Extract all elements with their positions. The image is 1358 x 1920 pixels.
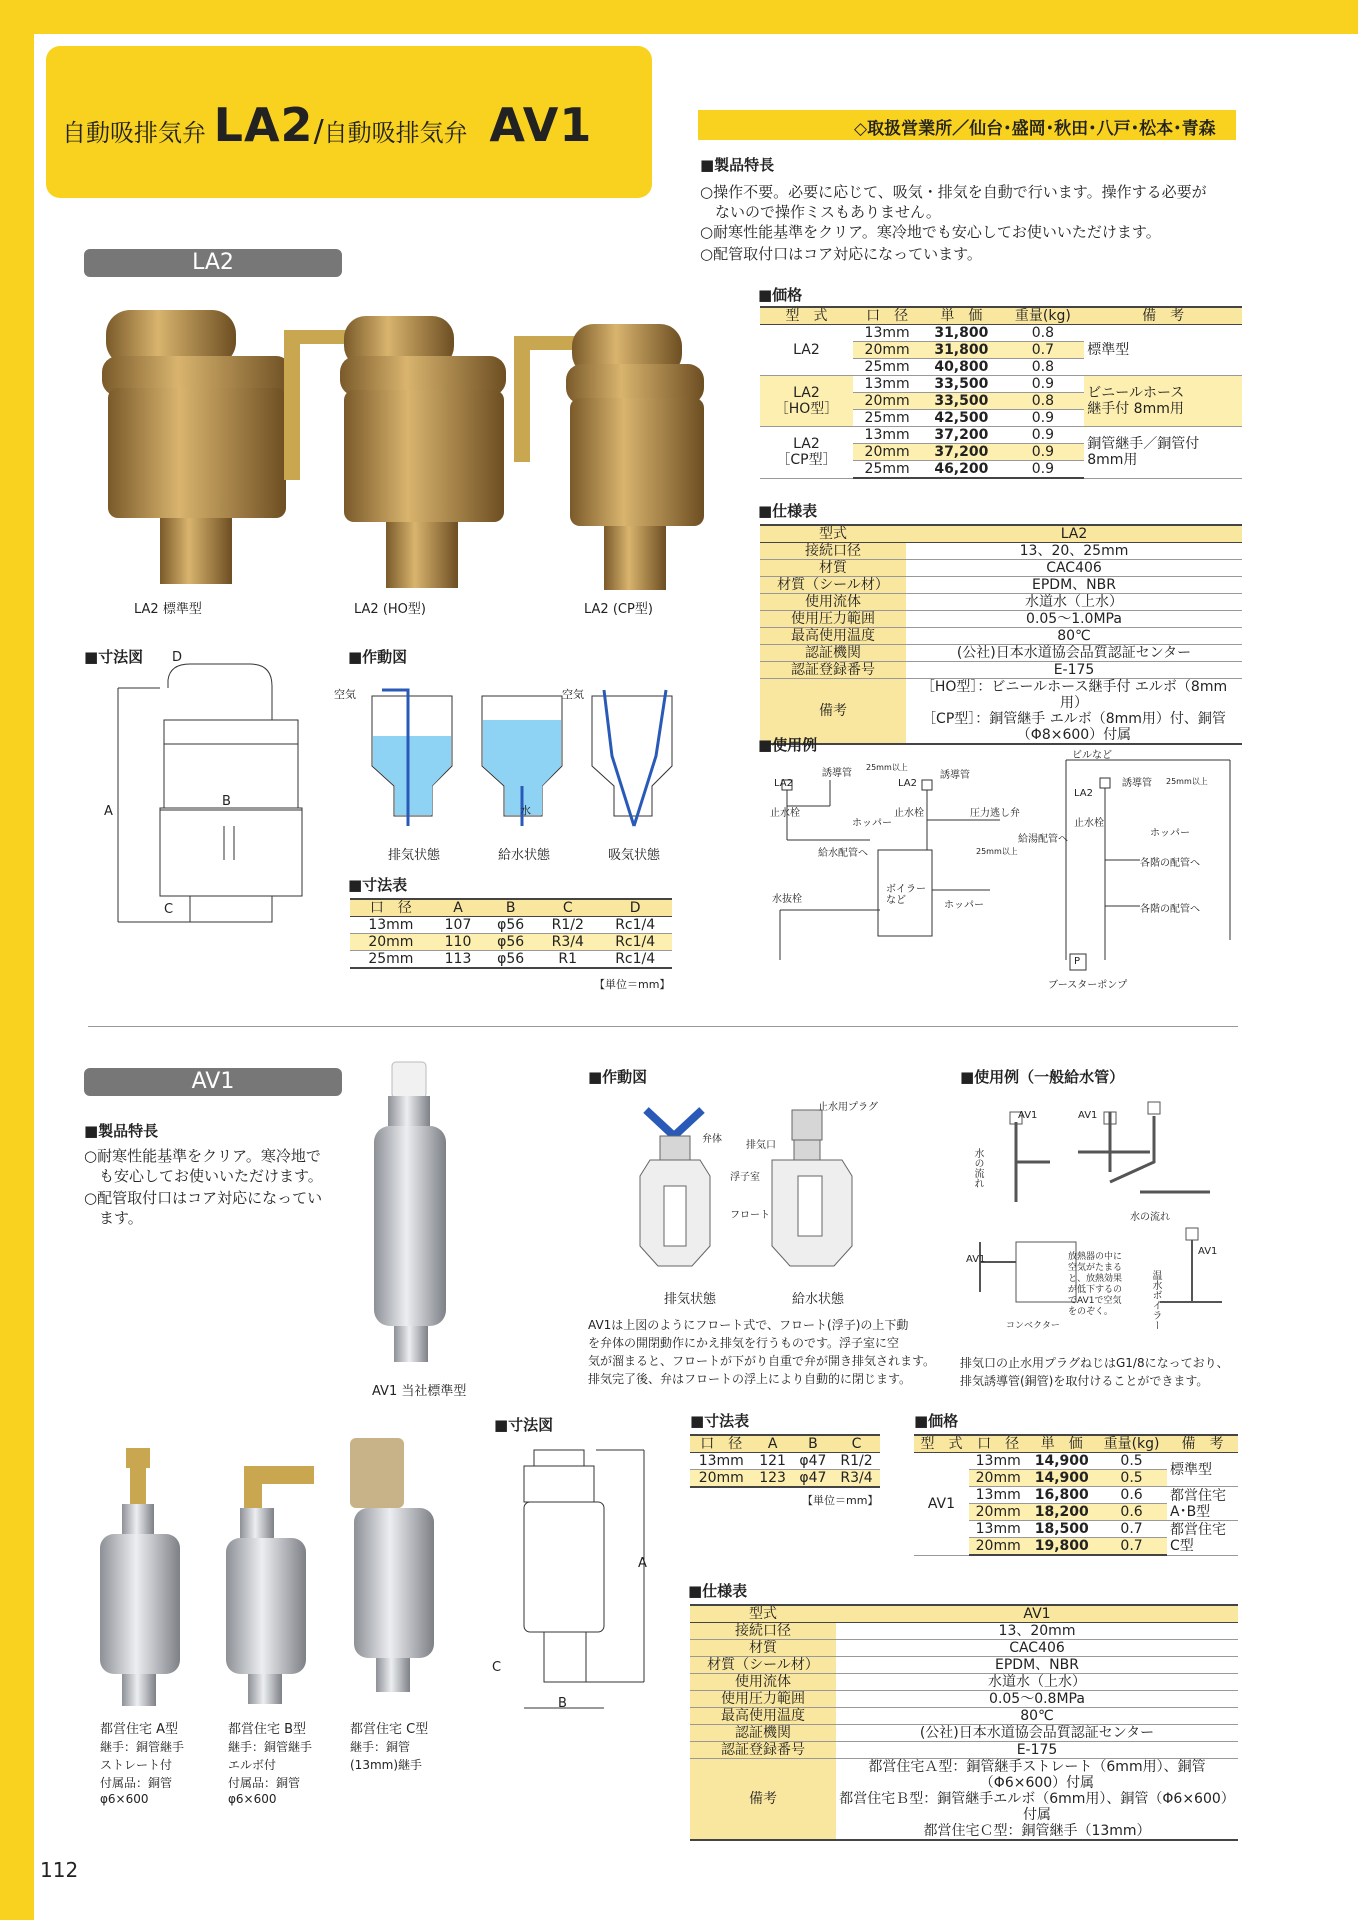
av1-usage-label: 水の流れ: [1130, 1212, 1170, 1223]
av1-op-label: 止水用プラグ: [818, 1102, 878, 1113]
la2-dimension-drawing: [110, 650, 340, 930]
dim-header: D: [598, 899, 672, 917]
top-yellow-band: [0, 0, 1358, 34]
dim-cell: R1/2: [537, 917, 598, 934]
variant-line: (13mm)継手: [350, 1758, 423, 1772]
dim-cell: 123: [753, 1470, 793, 1488]
la2-dim-table: [350, 898, 672, 969]
price-header: 単 価: [921, 307, 1001, 325]
spec-label: 使用圧力範囲: [760, 611, 906, 628]
price-cell: 0.5: [1096, 1470, 1167, 1487]
usage-label: 誘導管: [822, 768, 852, 779]
price-cell: 20mm: [853, 444, 921, 461]
av1-variant-b-photo: [224, 1452, 334, 1712]
price-cell: 13mm: [853, 376, 921, 393]
la2-dim-label-c: C: [164, 902, 174, 917]
spec-label: 認証登録番号: [690, 1742, 836, 1759]
price-model-cell: LA2 ［HO型］: [760, 376, 853, 427]
dim-header: 口 径: [350, 899, 432, 917]
la2-operation-diagram: [352, 676, 682, 836]
av1-op-state: 排気状態: [664, 1292, 717, 1307]
av1-usage-label: 放熱器の中に 空気がたまる と、放熱効果 が低下するの でAV1で空気 をのぞく。: [1068, 1252, 1123, 1317]
spec-value: (公社)日本水道協会品質認証センター: [836, 1725, 1238, 1742]
la2-dim-unit: 【単位＝mm】: [594, 978, 671, 991]
page-number: 112: [40, 1858, 79, 1882]
av1-feature-line: ます。: [84, 1209, 143, 1227]
la2-op-label-air: 空気: [334, 688, 356, 701]
price-cell: 0.6: [1096, 1504, 1167, 1521]
av1-op-description: を弁体の開閉動作にかえ排気を行うものです。浮子室に空: [588, 1336, 900, 1350]
price-cell: 19,800: [1027, 1538, 1096, 1556]
price-cell: 0.8: [1001, 393, 1084, 410]
av1-op-label: 浮子室: [730, 1172, 760, 1183]
la2-dim-label-a: A: [104, 804, 113, 819]
av1-op-heading: ■作動図: [588, 1068, 648, 1086]
la2-op-label-water: 水: [520, 804, 531, 817]
usage-label: ホッパー: [944, 900, 984, 911]
av1-usage-label: 温水ボイラー: [1150, 1270, 1161, 1330]
price-note-cell: 標準型: [1084, 325, 1242, 376]
spec-value: LA2: [906, 525, 1242, 543]
spec-label: 材質（シール材）: [690, 1657, 836, 1674]
spec-label: 使用圧力範囲: [690, 1691, 836, 1708]
spec-label: 使用流体: [690, 1674, 836, 1691]
price-header: 口 径: [853, 307, 921, 325]
dim-cell: Rc1/4: [598, 917, 672, 934]
price-cell: 20mm: [969, 1538, 1027, 1556]
av1-price-table: [914, 1434, 1238, 1556]
spec-value: 0.05～1.0MPa: [906, 611, 1242, 628]
spec-value: 80℃: [906, 628, 1242, 645]
spec-label: 認証機関: [760, 645, 906, 662]
price-cell: 13mm: [969, 1487, 1027, 1504]
dim-cell: R1: [537, 951, 598, 969]
variant-line: 継手：銅管継手: [100, 1740, 185, 1754]
dim-cell: 113: [432, 951, 484, 969]
price-cell: 20mm: [969, 1504, 1027, 1521]
price-cell: 42,500: [921, 410, 1001, 427]
price-cell: 37,200: [921, 444, 1001, 461]
la2-feature-line: ○耐寒性能基準をクリア。寒冷地でも安心してお使いいただけます。: [700, 223, 1161, 241]
dim-cell: R3/4: [833, 1470, 880, 1488]
spec-value: 0.05～0.8MPa: [836, 1691, 1238, 1708]
usage-label: ビルなど: [1072, 750, 1112, 761]
la2-op-state: 排気状態: [388, 848, 441, 863]
dim-cell: φ56: [484, 934, 537, 951]
av1-spec-heading: ■仕様表: [688, 1582, 748, 1600]
price-cell: 16,800: [1027, 1487, 1096, 1504]
variant-line: 付属品：銅管: [100, 1776, 173, 1790]
av1-op-label: 弁体: [702, 1134, 722, 1145]
price-cell: 31,800: [921, 325, 1001, 342]
dim-cell: φ56: [484, 951, 537, 969]
av1-dim-label-a: A: [638, 1556, 647, 1571]
price-cell: 0.9: [1001, 376, 1084, 393]
spec-value: 13、20、25mm: [906, 543, 1242, 560]
usage-label: 各階の配管へ: [1140, 904, 1200, 915]
dim-header: C: [537, 899, 598, 917]
title-prefix-1: 自動吸排気弁: [62, 119, 206, 147]
av1-main-caption: AV1 当社標準型: [372, 1384, 467, 1399]
av1-usage-label: AV1: [966, 1254, 986, 1265]
spec-label: 型式: [690, 1605, 836, 1623]
av1-usage-label: AV1: [1078, 1110, 1098, 1121]
price-note-cell: 標準型: [1167, 1453, 1238, 1487]
price-cell: 20mm: [969, 1470, 1027, 1487]
dim-cell: 121: [753, 1453, 793, 1470]
dim-cell: 107: [432, 917, 484, 934]
price-cell: 46,200: [921, 461, 1001, 479]
spec-value: 13、20mm: [836, 1623, 1238, 1640]
price-header: 単 価: [1027, 1435, 1096, 1453]
av1-dim-unit: 【単位＝mm】: [802, 1494, 879, 1507]
dim-header: A: [432, 899, 484, 917]
av1-dim-label-b: B: [558, 1696, 567, 1711]
spec-label: 認証機関: [690, 1725, 836, 1742]
price-note-cell: ビニールホース 継手付 8mm用: [1084, 376, 1242, 427]
spec-label: 接続口径: [760, 543, 906, 560]
price-note-cell: 銅管継手／銅管付 8mm用: [1084, 427, 1242, 479]
spec-value: ［HO型］：ビニールホース継手付 エルボ（8mm用） ［CP型］：銅管継手 エルボ（8mm用）付、銅管（Φ8×600）付属: [906, 679, 1242, 745]
la2-spec-heading: ■仕様表: [758, 502, 818, 520]
spec-value: EPDM、NBR: [836, 1657, 1238, 1674]
av1-feature-line: ○耐寒性能基準をクリア。寒冷地で: [84, 1147, 321, 1165]
price-cell: 0.8: [1001, 325, 1084, 342]
usage-label: ブースターポンプ: [1048, 980, 1128, 991]
la2-standard-caption: LA2 標準型: [134, 602, 202, 617]
price-cell: 13mm: [969, 1521, 1027, 1538]
spec-label: 備考: [760, 679, 906, 745]
av1-usage-heading: ■使用例（一般給水管）: [960, 1068, 1125, 1086]
spec-value: EPDM、NBR: [906, 577, 1242, 594]
av1-dim-diagram-heading: ■寸法図: [494, 1416, 554, 1434]
price-cell: 13mm: [853, 325, 921, 342]
dim-cell: 13mm: [350, 917, 432, 934]
office-list: ◇取扱営業所／仙台･盛岡･秋田･八戸･松本･青森: [854, 119, 1216, 139]
price-cell: 0.9: [1001, 410, 1084, 427]
price-cell: 25mm: [853, 461, 921, 479]
usage-label: 25mm以上: [976, 847, 1018, 856]
usage-label: 25mm以上: [866, 763, 908, 772]
price-header: 重量(kg): [1001, 307, 1084, 325]
usage-label: ボイラー など: [886, 884, 926, 906]
usage-label: 各階の配管へ: [1140, 858, 1200, 869]
price-cell: 40,800: [921, 359, 1001, 376]
la2-dim-label-d: D: [172, 650, 183, 665]
la2-features-heading: ■製品特長: [700, 156, 775, 174]
variant-line: ストレート付: [100, 1758, 173, 1772]
title-separator: /: [313, 114, 324, 149]
spec-value: 水道水（上水）: [906, 594, 1242, 611]
dim-cell: 25mm: [350, 951, 432, 969]
spec-label: 型式: [760, 525, 906, 543]
av1-operation-diagram: [640, 1096, 880, 1276]
av1-variant-c-photo: [350, 1438, 450, 1708]
spec-value: 80℃: [836, 1708, 1238, 1725]
la2-op-state: 吸気状態: [608, 848, 661, 863]
price-note-cell: 都営住宅 C型: [1167, 1521, 1238, 1556]
spec-value: AV1: [836, 1605, 1238, 1623]
av1-op-label: フロート: [730, 1210, 770, 1221]
usage-label: 止水栓: [770, 808, 800, 819]
av1-usage-label: AV1: [1198, 1246, 1218, 1257]
spec-label: 最高使用温度: [760, 628, 906, 645]
usage-label: 25mm以上: [1166, 777, 1208, 786]
price-header: 型 式: [914, 1435, 969, 1453]
la2-feature-line: ○配管取付口はコア対応になっています。: [700, 245, 982, 263]
la2-op-label-air: 空気: [562, 688, 584, 701]
av1-usage-label: AV1: [1018, 1110, 1038, 1121]
price-cell: 14,900: [1027, 1470, 1096, 1487]
left-yellow-band: [0, 0, 34, 1920]
spec-value: CAC406: [906, 560, 1242, 577]
variant-line: 付属品：銅管: [228, 1776, 301, 1790]
dim-header: B: [484, 899, 537, 917]
usage-label: 圧力逃し弁: [970, 808, 1020, 819]
price-cell: 0.9: [1001, 427, 1084, 444]
spec-value: (公社)日本水道協会品質認証センター: [906, 645, 1242, 662]
la2-dim-diagram-heading: ■寸法図: [84, 648, 144, 666]
av1-op-description: AV1は上図のようにフロート式で、フロート(浮子)の上下動: [588, 1318, 909, 1332]
spec-value: E-175: [836, 1742, 1238, 1759]
variant-line: φ6×600: [100, 1792, 149, 1806]
la2-dim-table-heading: ■寸法表: [348, 876, 408, 894]
av1-usage-note: 排気口の止水用プラグねじはG1/8になっており、: [960, 1356, 1229, 1370]
spec-value: CAC406: [836, 1640, 1238, 1657]
price-note-cell: 都営住宅 A･B型: [1167, 1487, 1238, 1521]
la2-dim-label-b: B: [222, 794, 231, 809]
variant-name: 都営住宅 C型: [350, 1722, 429, 1737]
usage-label: 誘導管: [1122, 778, 1152, 789]
price-model-cell: LA2: [760, 325, 853, 376]
av1-dim-label-c: C: [492, 1660, 502, 1675]
la2-ho-caption: LA2 (HO型): [354, 602, 426, 617]
price-cell: 0.7: [1096, 1521, 1167, 1538]
dim-cell: φ47: [793, 1453, 833, 1470]
av1-main-photo: [364, 1062, 464, 1372]
price-cell: 33,500: [921, 376, 1001, 393]
av1-dimension-drawing: [496, 1440, 656, 1720]
la2-spec-table: [760, 524, 1242, 745]
variant-line: エルボ付: [228, 1758, 277, 1772]
spec-label: 材質: [690, 1640, 836, 1657]
spec-label: 接続口径: [690, 1623, 836, 1640]
la2-op-state: 給水状態: [498, 848, 551, 863]
usage-label: P: [1074, 956, 1081, 967]
dim-header: C: [833, 1435, 880, 1453]
usage-label: LA2: [898, 778, 918, 789]
av1-op-description: 排気完了後、弁はフロートの浮上により自動的に閉じます。: [588, 1372, 912, 1386]
price-header: 型 式: [760, 307, 853, 325]
spec-value: 都営住宅Ａ型：銅管継手ストレート（6mm用）、銅管（Φ6×600）付属 都営住宅Ｂ型：銅管継手エルボ（6mm用）、銅管（Φ6×600）付属 都営住宅Ｃ型：銅管継手（13mm）: [836, 1759, 1238, 1841]
av1-usage-label: コンベクター: [1006, 1321, 1060, 1331]
la2-section-label: LA2: [84, 249, 342, 277]
spec-label: 最高使用温度: [690, 1708, 836, 1725]
av1-spec-table: [690, 1604, 1238, 1841]
price-cell: 13mm: [969, 1453, 1027, 1470]
price-cell: 18,500: [1027, 1521, 1096, 1538]
la2-price-heading: ■価格: [758, 286, 803, 304]
page-title: [62, 98, 592, 152]
spec-value: E-175: [906, 662, 1242, 679]
dim-cell: Rc1/4: [598, 934, 672, 951]
dim-header: 口 径: [690, 1435, 753, 1453]
dim-header: B: [793, 1435, 833, 1453]
variant-line: φ6×600: [228, 1792, 277, 1806]
title-model-2: AV1: [489, 98, 593, 152]
title-prefix-2: 自動吸排気弁: [323, 119, 468, 147]
av1-usage-label: 水の流れ: [972, 1148, 983, 1188]
price-cell: 37,200: [921, 427, 1001, 444]
price-cell: 0.8: [1001, 359, 1084, 376]
price-cell: 0.9: [1001, 444, 1084, 461]
dim-cell: Rc1/4: [598, 951, 672, 969]
price-cell: 31,800: [921, 342, 1001, 359]
dim-cell: R3/4: [537, 934, 598, 951]
la2-op-diagram-heading: ■作動図: [348, 648, 408, 666]
av1-feature-line: ○配管取付口はコア対応になってい: [84, 1189, 323, 1207]
av1-feature-line: も安心してお使いいただけます。: [84, 1167, 323, 1185]
usage-label: 給湯配管へ: [1018, 834, 1068, 845]
price-header: 備 考: [1084, 307, 1242, 325]
usage-label: 止水栓: [894, 808, 924, 819]
av1-features-heading: ■製品特長: [84, 1122, 159, 1140]
price-cell: 0.6: [1096, 1487, 1167, 1504]
section-divider: [88, 1026, 1238, 1027]
av1-op-description: 気が溜まると、フロートが下がり自重で弁が開き排気されます。: [588, 1354, 936, 1368]
la2-price-table: [760, 306, 1242, 479]
price-model-cell: AV1: [914, 1453, 969, 1556]
dim-cell: φ47: [793, 1470, 833, 1488]
spec-label: 使用流体: [760, 594, 906, 611]
title-model-1: LA2: [213, 98, 314, 152]
la2-feature-line: ないので操作ミスもありません。: [700, 203, 941, 221]
variant-line: 継手：銅管: [350, 1740, 411, 1754]
price-cell: 20mm: [853, 342, 921, 359]
dim-cell: R1/2: [833, 1453, 880, 1470]
price-model-cell: LA2 ［CP型］: [760, 427, 853, 479]
la2-usage-heading: ■使用例: [758, 736, 818, 754]
la2-usage-diagram: [760, 760, 1240, 980]
av1-usage-note: 排気誘導管(銅管)を取付けることができます。: [960, 1374, 1209, 1388]
price-cell: 25mm: [853, 359, 921, 376]
spec-label: 備考: [690, 1759, 836, 1841]
dim-cell: 20mm: [350, 934, 432, 951]
dim-cell: 20mm: [690, 1470, 753, 1488]
av1-price-heading: ■価格: [914, 1412, 959, 1430]
usage-label: LA2: [774, 778, 794, 789]
usage-label: LA2: [1074, 788, 1094, 799]
price-cell: 18,200: [1027, 1504, 1096, 1521]
variant-name: 都営住宅 A型: [100, 1722, 179, 1737]
variant-line: 継手：銅管継手: [228, 1740, 313, 1754]
price-header: 備 考: [1167, 1435, 1238, 1453]
variant-name: 都営住宅 B型: [228, 1722, 307, 1737]
price-cell: 33,500: [921, 393, 1001, 410]
la2-ho-photo: [278, 310, 508, 600]
usage-label: 水抜栓: [772, 894, 802, 905]
price-header: 重量(kg): [1096, 1435, 1167, 1453]
spec-label: 認証登録番号: [760, 662, 906, 679]
price-cell: 0.7: [1096, 1538, 1167, 1556]
av1-op-label: 排気口: [746, 1140, 776, 1151]
av1-dim-table-heading: ■寸法表: [690, 1412, 750, 1430]
price-cell: 25mm: [853, 410, 921, 427]
av1-section-label: AV1: [84, 1068, 342, 1096]
dim-cell: 110: [432, 934, 484, 951]
price-cell: 13mm: [853, 427, 921, 444]
spec-label: 材質: [760, 560, 906, 577]
dim-header: A: [753, 1435, 793, 1453]
av1-variant-a-photo: [96, 1448, 196, 1708]
usage-label: 給水配管へ: [818, 848, 868, 859]
av1-dim-table: [690, 1434, 880, 1488]
la2-cp-photo: [510, 318, 710, 598]
av1-op-state: 給水状態: [792, 1292, 845, 1307]
spec-label: 材質（シール材）: [760, 577, 906, 594]
la2-standard-photo: [96, 296, 296, 596]
price-cell: 0.5: [1096, 1453, 1167, 1470]
usage-label: ホッパー: [1150, 828, 1190, 839]
usage-label: 止水栓: [1074, 818, 1104, 829]
la2-cp-caption: LA2 (CP型): [584, 602, 653, 617]
dim-cell: φ56: [484, 917, 537, 934]
price-header: 口 径: [969, 1435, 1027, 1453]
la2-feature-line: ○操作不要。必要に応じて、吸気・排気を自動で行います。操作する必要が: [700, 183, 1207, 201]
price-cell: 20mm: [853, 393, 921, 410]
price-cell: 0.7: [1001, 342, 1084, 359]
dim-cell: 13mm: [690, 1453, 753, 1470]
usage-label: ホッパー: [852, 818, 892, 829]
price-cell: 14,900: [1027, 1453, 1096, 1470]
usage-label: 誘導管: [940, 770, 970, 781]
price-cell: 0.9: [1001, 461, 1084, 479]
spec-value: 水道水（上水）: [836, 1674, 1238, 1691]
